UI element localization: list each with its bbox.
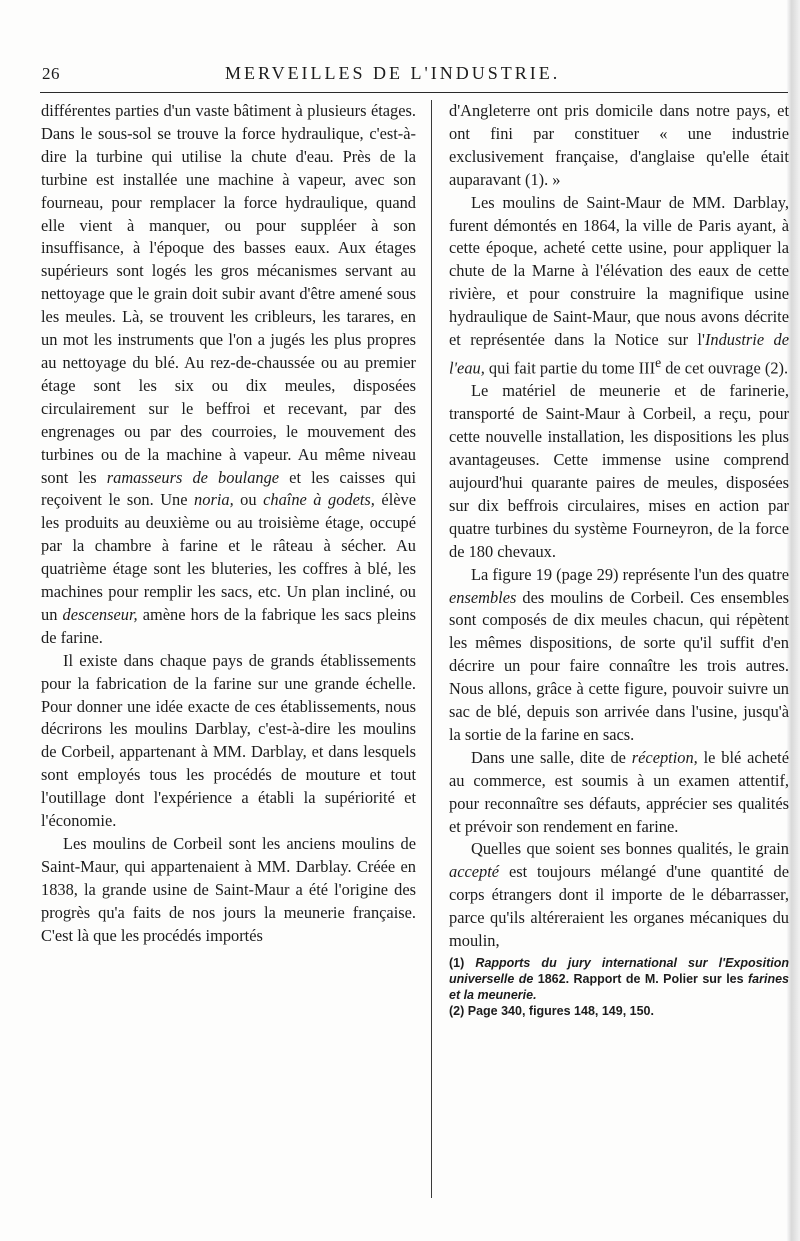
running-title: MERVEILLES DE L'INDUSTRIE. (225, 63, 561, 83)
page-header (0, 62, 800, 92)
paragraph: La figure 19 (page 29) représente l'un des quatre ensembles des moulins de Corbeil. Ces ensembles sont composés de dix meules chacun, qui répètent les mêmes dispositions, de sorte qu'il suffit d'en décrire un pour faire connaître les trois autres. Nous allons, grâce à cette figure, pouvoir suivre un sac de blé, depuis son arrivée dans l'usine, jusqu'à la sortie de la farine en sacs. (449, 564, 789, 744)
header-rule (40, 92, 788, 93)
right-column (449, 100, 789, 1019)
paragraph: Dans une salle, dite de réception, le blé acheté au commerce, est soumis à un examen attentif, pour reconnaître ses défauts, apprécier ses qualités et prévoir son rendement en farine. (449, 747, 789, 836)
paragraph: Les moulins de Corbeil sont les anciens moulins de Saint-Maur, qui appartenaient à MM. Darblay. Créée en 1838, la grande usine de Saint-Maur a été l'origine des progrès qu'a faits de nos jours la meunerie française. C'est là que les procédés importés (41, 834, 416, 945)
footnotes (449, 955, 789, 1019)
paragraph: Les moulins de Saint-Maur de MM. Darblay, furent démontés en 1864, la ville de Paris ayant, à cette époque, acheté cette usine, pour appliquer la chute de la Marne à l'élévation des eaux de cette rivière, et pour construire la magnifique usine hydraulique de Saint-Maur, que nous avons décrite et représentée dans la Notice sur l'Industrie de l'eau, qui fait partie du tome IIIe de cet ouvrage (2). (449, 192, 789, 378)
left-column (41, 100, 416, 948)
paragraph: Le matériel de meunerie et de farinerie, transporté de Saint-Maur à Corbeil, a reçu, pour cette nouvelle installation, les dispositions les plus avantageuses. Cette immense usine comprend aujourd'hui quarante paires de meules, disposées sur dix beffrois circulaires, mises en action par quatre turbines du système Fourneyron, de la force de 180 chevaux. (449, 381, 789, 561)
footnote-2: (2) Page 340, figures 148, 149, 150. (449, 1004, 654, 1018)
paragraph: d'Angleterre ont pris domicile dans notre pays, et ont fini par constituer « une industrie exclusivement française, d'anglaise qu'elle était auparavant (1). » (449, 101, 789, 189)
paragraph: Il existe dans chaque pays de grands établissements pour la fabrication de la farine sur une grande échelle. Pour donner une idée exacte de ces établissements, nous décrirons les moulins Darblay, c'est-à-dire les moulins de Corbeil, appartenant à MM. Darblay, et dans lesquels sont employés tous les procédés de mouture et tout l'outillage dont l'expérience a établi la supériorité et l'économie. (41, 650, 416, 831)
page-number: 26 (42, 64, 60, 83)
column-divider (431, 100, 432, 1198)
footnote-1: (1) Rapports du jury international sur l'Exposition universelle de 1862. Rapport de M. Polier sur les farines et la meunerie. (449, 956, 790, 1002)
paragraph: différentes parties d'un vaste bâtiment à plusieurs étages. Dans le sous-sol se trouve la force hydraulique, c'est-à-dire la turbine qui utilise la chute d'eau. Près de la turbine est installée une machine à vapeur, avec son fourneau, pour remplacer la force hydraulique, quand elle vient à manquer, ou pour suppléer à son insuffisance, à l'époque des basses eaux. Aux étages supérieurs sont logés les gros mécanismes servant au nettoyage que le grain doit subir avant d'être amené sous les meules. Là, se trouvent les cribleurs, les tarares, en un mot les instruments que l'on a jugés les plus propres au nettoyage du blé. Au rez-de-chaussée ou au premier étage sont les six ou dix meules, disposées circulairement sur le beffroi et recevant, par des engrenages ou par des courroies, le mouvement des turbines ou de la machine à vapeur. Au même niveau sont les ramasseurs de boulange et les caisses qui reçoivent le son. Une noria, ou chaîne à godets, élève les produits au deuxième ou au troisième étage, occupé par la chambre à farine et le râteau à sécher. Au quatrième étage sont les bluteries, les coffres à blé, les machines pour remplir les sacs, etc. Un plan incliné, ou un descenseur, amène hors de la fabrique les sacs pleins de farine. (41, 101, 417, 647)
paragraph: Quelles que soient ses bonnes qualités, le grain accepté est toujours mélangé d'une quantité de corps étrangers dont il importe de le débarrasser, parce qu'ils altéreraient les organes mécaniques du moulin, (449, 839, 789, 951)
